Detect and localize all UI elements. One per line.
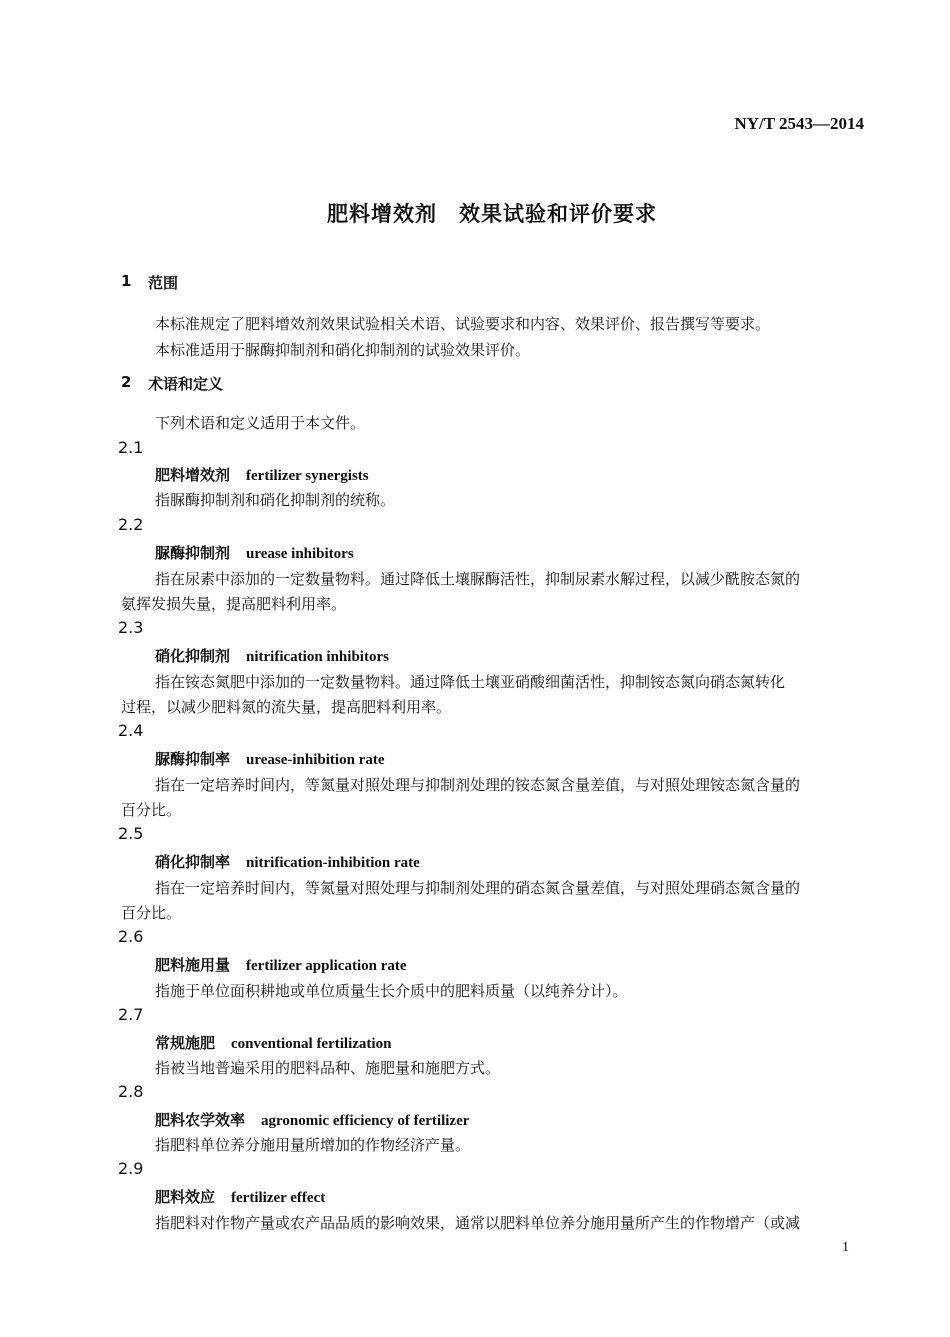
section-1-number: 1 — [121, 272, 132, 290]
term-english: nitrification-inhibition rate — [246, 855, 420, 871]
standard-code: NY/T 2543—2014 — [734, 114, 864, 133]
term-definition: 指在一定培养时间内，等氮量对照处理与抑制剂处理的铵态氮含量差值，与对照处理铵态氮含量的 — [155, 776, 801, 794]
term-number: 2.3 — [118, 618, 144, 637]
section-2-intro: 下列术语和定义适用于本文件。 — [155, 414, 366, 432]
term-definition: 指肥料单位养分施用量所增加的作物经济产量。 — [155, 1136, 471, 1154]
term-english: conventional fertilization — [231, 1036, 392, 1052]
term-definition-continued: 过程，以减少肥料氮的流失量，提高肥料利用率。 — [121, 698, 452, 716]
term-heading — [155, 542, 354, 563]
term-number: 2.1 — [118, 438, 144, 457]
term-heading — [155, 851, 420, 872]
term-definition: 指在铵态氮肥中添加的一定数量物料。通过降低土壤亚硝酸细菌活性，抑制铵态氮向硝态氮转化 — [155, 673, 786, 691]
term-number: 2.6 — [118, 927, 144, 946]
term-definition: 指在一定培养时间内，等氮量对照处理与抑制剂处理的硝态氮含量差值，与对照处理硝态氮含量的 — [155, 879, 801, 897]
term-heading — [155, 954, 407, 975]
term-number: 2.7 — [118, 1005, 144, 1024]
term-heading — [155, 645, 389, 666]
term-number: 2.4 — [118, 721, 144, 740]
term-heading — [155, 1032, 391, 1053]
term-chinese: 硝化抑制率 — [155, 853, 231, 871]
term-english: urease-inhibition rate — [246, 752, 385, 768]
term-heading — [155, 748, 385, 769]
section-1-paragraph: 本标准适用于脲酶抑制剂和硝化抑制剂的试验效果评价。 — [155, 341, 531, 359]
term-chinese: 肥料农学效率 — [155, 1111, 246, 1129]
section-2-number: 2 — [121, 373, 132, 391]
term-english: urease inhibitors — [246, 546, 354, 562]
term-number: 2.2 — [118, 515, 144, 534]
term-chinese: 硝化抑制剂 — [155, 647, 231, 665]
term-chinese: 脲酶抑制剂 — [155, 544, 231, 562]
term-chinese: 肥料效应 — [155, 1188, 216, 1206]
term-definition-continued: 百分比。 — [121, 904, 182, 922]
term-chinese: 肥料施用量 — [155, 956, 231, 974]
document-title: 肥料增效剂 效果试验和评价要求 — [327, 202, 657, 226]
term-english: fertilizer synergists — [246, 468, 369, 484]
term-definition: 指施于单位面积耕地或单位质量生长介质中的肥料质量（以纯养分计）。 — [155, 982, 628, 1000]
term-english: fertilizer application rate — [246, 958, 407, 974]
term-english: agronomic efficiency of fertilizer — [261, 1113, 470, 1129]
term-definition-continued: 百分比。 — [121, 801, 182, 819]
term-definition: 指在尿素中添加的一定数量物料。通过降低土壤脲酶活性，抑制尿素水解过程，以减少酰胺态氮的 — [155, 570, 801, 588]
term-chinese: 常规施肥 — [155, 1034, 216, 1052]
term-definition: 指被当地普遍采用的肥料品种、施肥量和施肥方式。 — [155, 1059, 501, 1077]
term-heading — [155, 464, 369, 485]
page-number: 1 — [842, 1240, 849, 1255]
section-1-title: 范围 — [148, 274, 179, 292]
term-number: 2.9 — [118, 1159, 144, 1178]
term-chinese: 脲酶抑制率 — [155, 750, 231, 768]
term-heading — [155, 1109, 469, 1130]
section-2-title: 术语和定义 — [148, 375, 224, 393]
term-definition-continued: 氨挥发损失量，提高肥料利用率。 — [121, 595, 347, 613]
section-1-paragraph: 本标准规定了肥料增效剂效果试验相关术语、试验要求和内容、效果评价、报告撰写等要求。 — [155, 315, 771, 333]
term-heading — [155, 1186, 325, 1207]
term-definition: 指脲酶抑制剂和硝化抑制剂的统称。 — [155, 491, 396, 509]
term-number: 2.8 — [118, 1082, 144, 1101]
term-chinese: 肥料增效剂 — [155, 466, 231, 484]
term-english: fertilizer effect — [231, 1190, 326, 1206]
term-english: nitrification inhibitors — [246, 649, 389, 665]
term-number: 2.5 — [118, 824, 144, 843]
term-definition: 指肥料对作物产量或农产品品质的影响效果，通常以肥料单位养分施用量所产生的作物增产（或减 — [155, 1214, 801, 1232]
